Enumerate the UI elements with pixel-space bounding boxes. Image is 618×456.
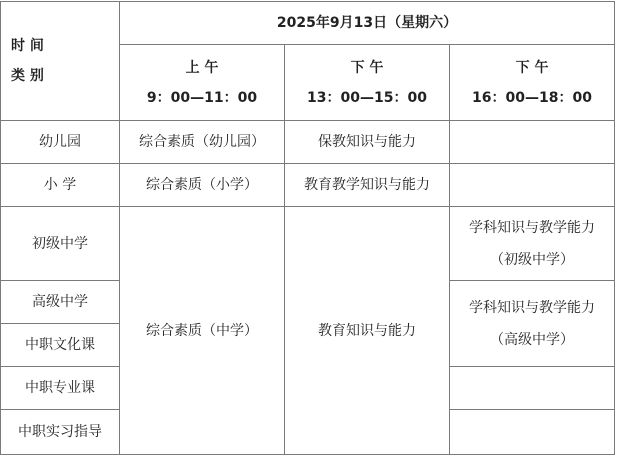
senior-subject-line2: （高级中学） xyxy=(490,331,575,348)
cell-middle-afternoon-1: 教育知识与能力 xyxy=(285,207,450,455)
junior-subject-line2: （初级中学） xyxy=(490,251,575,268)
senior-subject-line1: 学科知识与教学能力 xyxy=(469,299,596,316)
cell-vocational-major-afternoon-2 xyxy=(450,367,615,410)
exam-schedule-table xyxy=(0,1,615,455)
cell-kindergarten-afternoon-1: 保教知识与能力 xyxy=(285,121,450,164)
slot-afternoon-1 xyxy=(285,45,450,121)
exam-date: 2025年9月13日（星期六） xyxy=(120,2,615,45)
category-junior: 初级中学 xyxy=(1,207,120,281)
cell-primary-morning: 综合素质（小学） xyxy=(120,164,285,207)
cell-primary-afternoon-1: 教育教学知识与能力 xyxy=(285,164,450,207)
category-kindergarten: 幼儿园 xyxy=(1,121,120,164)
cell-vocational-intern-afternoon-2 xyxy=(450,410,615,455)
corner-time-label: 时 间 xyxy=(11,38,44,54)
slot-afternoon-2-period: 下 午 xyxy=(515,59,549,76)
corner-category-label: 类 别 xyxy=(11,68,44,84)
cell-senior-afternoon-2 xyxy=(450,281,615,367)
slot-afternoon-2 xyxy=(450,45,615,121)
slot-morning-time: 9：00—11：00 xyxy=(146,89,258,106)
junior-subject-line1: 学科知识与教学能力 xyxy=(469,219,596,236)
slot-afternoon-1-period: 下 午 xyxy=(350,59,384,76)
category-vocational-intern: 中职实习指导 xyxy=(1,410,120,455)
cell-primary-afternoon-2 xyxy=(450,164,615,207)
category-primary: 小 学 xyxy=(1,164,120,207)
slot-morning xyxy=(120,45,285,121)
cell-middle-morning: 综合素质（中学） xyxy=(120,207,285,455)
slot-afternoon-2-time: 16：00—18：00 xyxy=(472,89,592,106)
category-vocational-culture: 中职文化课 xyxy=(1,324,120,367)
slot-afternoon-1-time: 13：00—15：00 xyxy=(307,89,427,106)
corner-header xyxy=(1,2,120,121)
category-senior: 高级中学 xyxy=(1,281,120,324)
category-vocational-major: 中职专业课 xyxy=(1,367,120,410)
cell-junior-afternoon-2 xyxy=(450,207,615,281)
slot-morning-period: 上 午 xyxy=(185,59,219,76)
cell-kindergarten-morning: 综合素质（幼儿园） xyxy=(120,121,285,164)
cell-kindergarten-afternoon-2 xyxy=(450,121,615,164)
